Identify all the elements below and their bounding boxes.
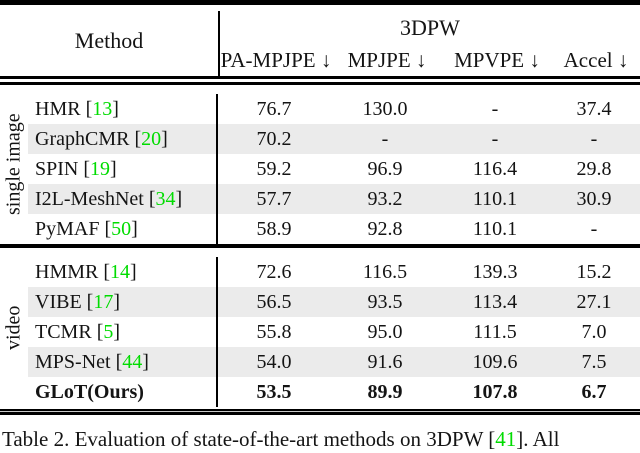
metric-value: 70.2 bbox=[256, 128, 292, 150]
metric-value: 91.6 bbox=[367, 351, 403, 373]
metric-header-mpvpe: MPVPE ↓ bbox=[454, 48, 540, 72]
metric-value: 116.4 bbox=[472, 158, 518, 180]
metric-value: - bbox=[491, 98, 499, 120]
metric-value: 15.2 bbox=[576, 261, 612, 283]
metric-value: 111.5 bbox=[473, 321, 517, 343]
method-cell: GraphCMR [20] bbox=[28, 124, 218, 154]
table-caption bbox=[0, 426, 640, 453]
dataset-header: 3DPW bbox=[400, 15, 460, 40]
citation-link[interactable]: 34 bbox=[155, 188, 176, 210]
metric-header-mpjpe: MPJPE ↓ bbox=[347, 48, 427, 72]
citation-link[interactable]: 20 bbox=[141, 128, 162, 150]
metric-value: 110.1 bbox=[472, 218, 518, 240]
citation-link[interactable]: 44 bbox=[122, 351, 143, 373]
caption-text: Table 2. Evaluation of state-of-the-art methods on 3DPW [ bbox=[2, 427, 496, 451]
metric-value: 92.8 bbox=[367, 218, 403, 240]
header-double-rule bbox=[0, 76, 640, 85]
metric-value: 89.9 bbox=[367, 381, 403, 403]
table-row bbox=[28, 214, 640, 244]
table-row bbox=[28, 257, 640, 287]
metric-value: 96.9 bbox=[367, 158, 403, 180]
metric-value: 57.7 bbox=[256, 188, 292, 210]
method-cell: PyMAF [50] bbox=[28, 214, 218, 244]
metric-value: 95.0 bbox=[367, 321, 403, 343]
metric-header-row bbox=[220, 45, 640, 76]
metric-value: 76.7 bbox=[256, 98, 292, 120]
metric-value: 109.6 bbox=[472, 351, 518, 373]
metric-value: 7.0 bbox=[581, 321, 607, 343]
metric-value: - bbox=[590, 218, 598, 240]
table-row bbox=[28, 317, 640, 347]
table-row bbox=[28, 124, 640, 154]
table-row bbox=[28, 184, 640, 214]
metric-value: 27.1 bbox=[576, 291, 612, 313]
video-rows bbox=[28, 257, 640, 407]
table-row bbox=[28, 377, 640, 407]
metric-value: - bbox=[590, 128, 598, 150]
dataset-header-group bbox=[218, 11, 640, 76]
method-cell: HMMR [14] bbox=[28, 257, 218, 287]
metric-value: 72.6 bbox=[256, 261, 292, 283]
metric-value: 37.4 bbox=[576, 98, 612, 120]
table-bottom-rule bbox=[0, 409, 640, 415]
method-cell: I2L-MeshNet [34] bbox=[28, 184, 218, 214]
citation-link[interactable]: 14 bbox=[110, 261, 131, 283]
metric-value: - bbox=[381, 128, 389, 150]
metric-value: 56.5 bbox=[256, 291, 292, 313]
metric-value: 7.5 bbox=[581, 351, 607, 373]
video-section bbox=[0, 248, 640, 407]
metric-value: - bbox=[491, 128, 499, 150]
method-cell: MPS-Net [44] bbox=[28, 347, 218, 377]
metric-value: 55.8 bbox=[256, 321, 292, 343]
metric-value: 30.9 bbox=[576, 188, 612, 210]
metric-value: 59.2 bbox=[256, 158, 292, 180]
metric-value: 139.3 bbox=[472, 261, 518, 283]
metric-value: 29.8 bbox=[576, 158, 612, 180]
method-cell: SPIN [19] bbox=[28, 154, 218, 184]
method-cell: TCMR [5] bbox=[28, 317, 218, 347]
table-row bbox=[28, 287, 640, 317]
metric-value: 53.5 bbox=[256, 381, 292, 403]
metric-value: 58.9 bbox=[256, 218, 292, 240]
metric-value: 110.1 bbox=[472, 188, 518, 210]
metric-value: 93.2 bbox=[367, 188, 403, 210]
metric-header-pa-mpjpe: PA-MPJPE ↓ bbox=[220, 48, 332, 72]
citation-link[interactable]: 50 bbox=[111, 218, 132, 240]
caption-text-suffix: ]. All bbox=[516, 427, 560, 451]
table-row bbox=[28, 347, 640, 377]
method-cell: GLoT(Ours) bbox=[28, 377, 218, 407]
method-cell: HMR [13] bbox=[28, 94, 218, 124]
metric-value: 93.5 bbox=[367, 291, 403, 313]
metric-value: 107.8 bbox=[472, 381, 518, 403]
single-image-rows bbox=[28, 94, 640, 244]
citation-link[interactable]: 19 bbox=[90, 158, 111, 180]
single-image-section bbox=[0, 85, 640, 244]
table-row bbox=[28, 94, 640, 124]
caption-citation-link[interactable]: 41 bbox=[495, 427, 517, 451]
method-column-header: Method bbox=[74, 27, 144, 53]
citation-link[interactable]: 17 bbox=[93, 291, 114, 313]
metric-value: 116.5 bbox=[362, 261, 408, 283]
method-cell: VIBE [17] bbox=[28, 287, 218, 317]
table-row bbox=[28, 154, 640, 184]
metric-value: 54.0 bbox=[256, 351, 292, 373]
group-label-video: video bbox=[2, 305, 25, 350]
citation-link[interactable]: 5 bbox=[103, 321, 114, 343]
metric-value: 130.0 bbox=[362, 98, 408, 120]
table-header bbox=[0, 5, 640, 76]
metric-value: 113.4 bbox=[472, 291, 518, 313]
citation-link[interactable]: 13 bbox=[92, 98, 113, 120]
group-label-single-image: single image bbox=[2, 113, 25, 216]
metric-value: 6.7 bbox=[581, 381, 607, 403]
metric-header-accel: Accel ↓ bbox=[563, 48, 629, 72]
